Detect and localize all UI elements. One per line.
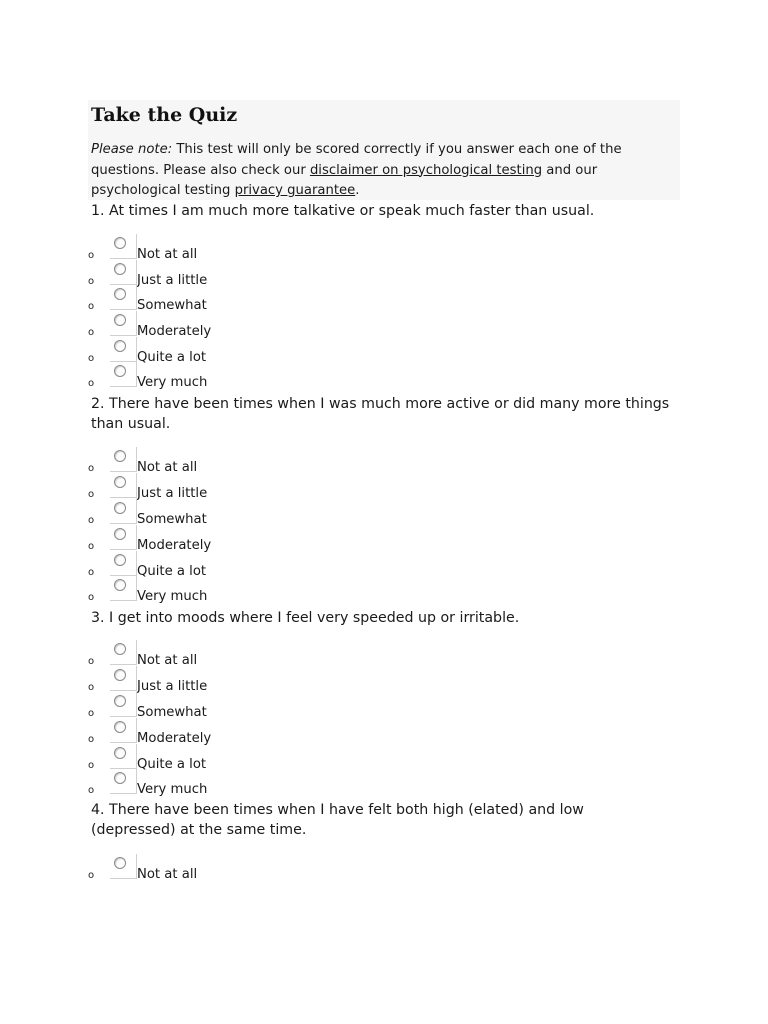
radio-button[interactable]	[110, 285, 137, 310]
bullet-marker: o	[88, 567, 95, 578]
radio-circle-icon	[114, 772, 126, 784]
radio-button[interactable]	[110, 769, 137, 794]
option-label: Just a little	[137, 679, 208, 694]
option-label: Very much	[137, 589, 208, 604]
option-label: Somewhat	[137, 705, 207, 720]
radio-circle-icon	[114, 237, 126, 249]
privacy-guarantee-link[interactable]: privacy guarantee	[234, 183, 356, 198]
option-label: Very much	[137, 375, 208, 390]
bullet-marker: o	[88, 276, 95, 287]
radio-circle-icon	[114, 857, 126, 869]
radio-button[interactable]	[110, 576, 137, 601]
option-label: Just a little	[137, 273, 208, 288]
quiz-title: Take the Quiz	[91, 104, 238, 126]
option-label: Not at all	[137, 247, 198, 262]
q3-option-very-much[interactable]	[88, 781, 338, 801]
bullet-marker: o	[88, 656, 95, 667]
radio-button[interactable]	[110, 362, 137, 387]
bullet-marker: o	[88, 463, 95, 474]
q1-option-very-much[interactable]	[88, 374, 338, 394]
radio-button[interactable]	[110, 473, 137, 498]
note-label: Please note:	[91, 142, 173, 157]
radio-circle-icon	[114, 747, 126, 759]
radio-circle-icon	[114, 554, 126, 566]
bullet-marker: o	[88, 541, 95, 552]
bullet-marker: o	[88, 785, 95, 796]
bullet-marker: o	[88, 734, 95, 745]
option-label: Somewhat	[137, 512, 207, 527]
radio-button[interactable]	[110, 666, 137, 691]
radio-circle-icon	[114, 643, 126, 655]
option-label: Just a little	[137, 486, 208, 501]
radio-circle-icon	[114, 695, 126, 707]
radio-circle-icon	[114, 721, 126, 733]
bullet-marker: o	[88, 353, 95, 364]
bullet-marker: o	[88, 301, 95, 312]
bullet-marker: o	[88, 515, 95, 526]
option-label: Quite a lot	[137, 757, 207, 772]
option-label: Quite a lot	[137, 564, 207, 579]
radio-circle-icon	[114, 528, 126, 540]
bullet-marker: o	[88, 682, 95, 693]
bullet-marker: o	[88, 870, 95, 881]
radio-circle-icon	[114, 476, 126, 488]
radio-circle-icon	[114, 288, 126, 300]
note-text-2: and our psychological testing	[91, 162, 598, 198]
radio-button[interactable]	[110, 447, 137, 472]
option-label: Moderately	[137, 538, 212, 553]
bullet-marker: o	[88, 592, 95, 603]
q4-option-not-at-all[interactable]	[88, 866, 338, 886]
radio-button[interactable]	[110, 640, 137, 665]
radio-circle-icon	[114, 263, 126, 275]
radio-button[interactable]	[110, 311, 137, 336]
radio-button[interactable]	[110, 234, 137, 259]
radio-button[interactable]	[110, 692, 137, 717]
option-label: Not at all	[137, 460, 198, 475]
option-label: Not at all	[137, 653, 198, 668]
radio-circle-icon	[114, 669, 126, 681]
note-text-3: .	[355, 183, 360, 198]
radio-button[interactable]	[110, 551, 137, 576]
bullet-marker: o	[88, 760, 95, 771]
option-label: Quite a lot	[137, 350, 207, 365]
disclaimer-link[interactable]: disclaimer on psychological testing	[309, 162, 543, 178]
question-3-text: 3. I get into moods where I feel very speeded up or irritable.	[91, 610, 520, 626]
radio-circle-icon	[114, 502, 126, 514]
option-label: Moderately	[137, 731, 212, 746]
question-4-text: 4. There have been times when I have felt both high (elated) and low (depressed) at the same time.	[91, 802, 584, 838]
radio-button[interactable]	[110, 718, 137, 743]
option-label: Moderately	[137, 324, 212, 339]
radio-circle-icon	[114, 579, 126, 591]
option-label: Somewhat	[137, 298, 207, 313]
radio-button[interactable]	[110, 260, 137, 285]
radio-circle-icon	[114, 365, 126, 377]
bullet-marker: o	[88, 489, 95, 500]
bullet-marker: o	[88, 250, 95, 261]
quiz-note	[91, 140, 671, 202]
bullet-marker: o	[88, 378, 95, 389]
radio-circle-icon	[114, 340, 126, 352]
radio-circle-icon	[114, 314, 126, 326]
radio-button[interactable]	[110, 525, 137, 550]
bullet-marker: o	[88, 327, 95, 338]
option-label: Not at all	[137, 867, 198, 882]
bullet-marker: o	[88, 708, 95, 719]
q2-option-very-much[interactable]	[88, 588, 338, 608]
note-text-1: This test will only be scored correctly if you answer each one of the questions. Please also check our	[91, 142, 622, 178]
radio-button[interactable]	[110, 854, 137, 879]
option-label: Very much	[137, 782, 208, 797]
question-1-text: 1. At times I am much more talkative or speak much faster than usual.	[91, 203, 595, 219]
radio-button[interactable]	[110, 499, 137, 524]
radio-button[interactable]	[110, 337, 137, 362]
question-2-text: 2. There have been times when I was much more active or did many more things than usual.	[91, 396, 670, 432]
radio-circle-icon	[114, 450, 126, 462]
radio-button[interactable]	[110, 744, 137, 769]
